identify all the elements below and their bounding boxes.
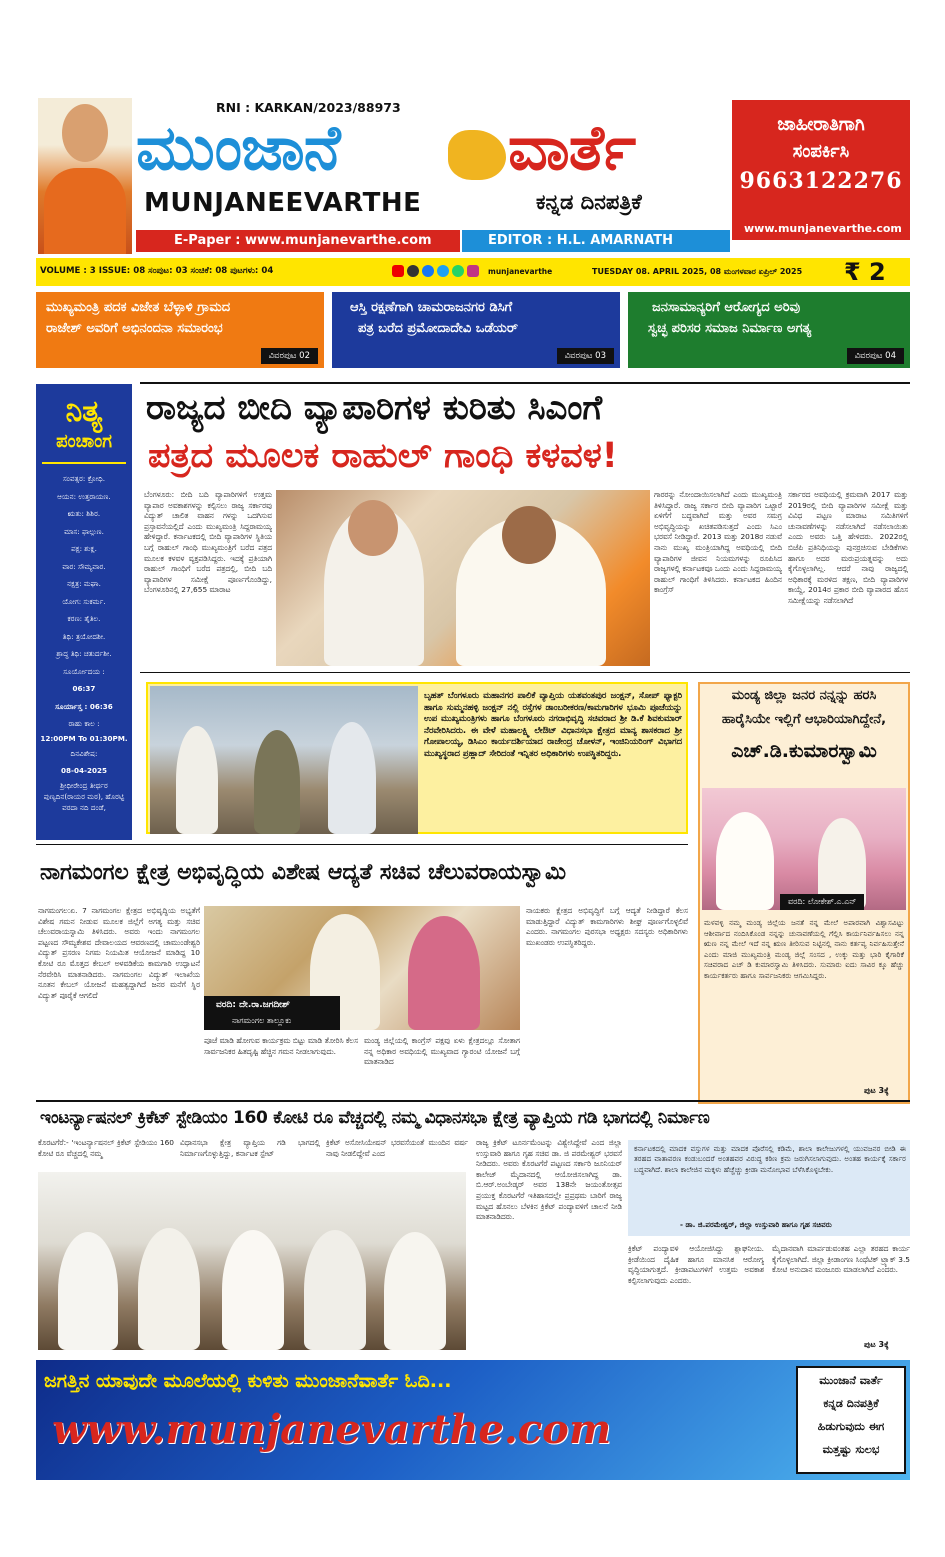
stadium-quote-by: - ಡಾ. ಜಿ.ಪರಮೇಶ್ವರ್, ಜಿಲ್ಲಾ ಉಸ್ತುವಾರಿ ಹಾಗೂ ಗೃಹ ಸಚಿವರು [680, 1220, 832, 1229]
banner-tagline: ಜಗತ್ತಿನ ಯಾವುದೇ ಮೂಲೆಯಲ್ಲಿ ಕುಳಿತು ಮುಂಜಾನೆವಾರ್ತೆ ಓದಿ... [44, 1370, 452, 1392]
teaser-3-page: ವಿವರಪುಟ 04 [847, 348, 904, 364]
nagamangala-col-1: ನಾಗಮಂಗಲ:ಏ. 7 ನಾಗಮಂಗಲ ಕ್ಷೇತ್ರದ ಅಭಿವೃದ್ಧಿಯ ಅಭ್ಯತೆಗೆ ವಿಶೇಷ ಗಮನ ನೀಡುವ ಮೂಲಕ ಜಿಲ್ಲೆಗೆ ಅಗತ್ಯ ಮತ್ತು ಸಚಿವ ಚೆಲುವರಾಯಸ್ವಾಮಿ ತಿಳಿಸಿದರು. ಅವರು ಇಂದು ನಾಗಮಂಗಲ ಪಟ್ಟಣದ ಸೌಮ್ಯಕೇಶವ ದೇವಾಲಯದ ಆವರಣದಲ್ಲಿ ಚಾಮುಂಡೇಶ್ವರಿ ವಿದ್ಯುತ್ ಪ್ರಸರಣ ನಿಗಮ ನಿಯಮಿತ ಆಯೋಜನೆ ಮಾಡಿದ್ದ 10 ಕೋಟಿ ರೂ ಮೊತ್ತದ ಕೇಬಲ್ ಅಳವಡಿಕೆಯ ಕಾಮಗಾರಿ ಉದ್ಘಾಟನೆ ನೆರವೇರಿಸಿ ಮಾತನಾಡಿದರು. ನಾಗಮಂಗಲ ವಿದ್ಯುತ್ ಇಲಾಖೆಯ ನೂತನ ಕೇಬಲ್ ಯೋಜನೆ ಮಹತ್ವದ್ದಾಗಿದೆ ಜನರ ಮನೆಗೆ ಸ್ಥಿರ ವಿದ್ಯುತ್ ಪೂರೈಕೆ ಆಗಲಿದೆ [38, 906, 200, 1000]
kumaraswamy-photo [702, 788, 906, 910]
info-bar [36, 258, 910, 286]
epaper-link[interactable]: E-Paper : www.munjanevarthe.com [174, 233, 432, 248]
teaser-2-page: ವಿವರಪುಟ 03 [557, 348, 614, 364]
stadium-quote: ಕರ್ನಾಟಕದಲ್ಲಿ ಮಾದಕ ವಸ್ತುಗಳ ಮತ್ತು ಮಾದಕ ಪೊರೆಸಲ್ಲಿ ಕಡಿಮೆ, ಶಾಲಾ ಕಾಲೇಜುಗಳಲ್ಲಿ ಯುವಜನರ ಬೀಡಿ ಈ ತರಹದ ವಾತಾವರಣ ಕಂಡುಬಂದರೆ ಅಂತಹವರ ವಿರುದ್ಧ ಕಠಿಣ ಕ್ರಮ ಜರುಗಿಸಲಾಗುವುದು. ಅಂತಹ ಕಾರ್ಯಕ್ಕೆ ಸರ್ಕಾರ ಬದ್ಧವಾಗಿದೆ. ಶಾಲಾ ಕಾಲೇಜಿನ ಮಕ್ಕಳು ಹೆಚ್ಚೆಚ್ಚು ಕ್ರೀಡಾ ಮನೋಭಾವ ಬೆಳೆಸಿಕೊಳ್ಳಬೇಕು. [634, 1144, 906, 1174]
panchanga-line: ಶ್ರಾದ್ಧ ತಿಥಿ: ಚತುರ್ದಶೀ. [56, 649, 112, 658]
stadium-headline: ಇಂಟರ್ನ್ಯಾಷನಲ್ ಕ್ರಿಕೆಟ್ ಸ್ಟೇಡಿಯಂ 160 ಕೋಟಿ ರೂ ವೆಚ್ಚದಲ್ಲಿ ನಮ್ಮ ವಿಧಾನಸಭಾ ಕ್ಷೇತ್ರ ವ್ಯಾಪ್ತಿಯ ಗಡಿ ಭಾಗದಲ್ಲಿ ನಿರ್ಮಾಣ [40, 1108, 710, 1128]
panchanga-line: ಯೋಗ: ಸುಕರ್ಮ. [62, 596, 106, 606]
karnataka-map-icon [448, 130, 506, 180]
kumaraswamy-headline-1: ಮಂಡ್ಯ ಜಿಲ್ಲಾ ಜನರ ನನ್ನನ್ನು ಹರಸಿ [731, 688, 877, 703]
photo-person [328, 722, 376, 834]
panchanga-date: 08-04-2025 [61, 766, 107, 775]
nagamangala-col-4: ನಾಯಕರು ಕ್ಷೇತ್ರದ ಅಭಿವೃದ್ಧಿಗೆ ಬಗ್ಗೆ ಆದ್ಯತೆ ನೀಡಿದ್ದಾರೆ ಕೆಲಸ ಮಾಡುತ್ತಿದ್ದಾರೆ ವಿದ್ಯುತ್ ಕಾಮಗಾರಿಗಳು ಶೀಘ್ರ ಪೂರ್ಣಗೊಳ್ಳಲಿವೆ ಎಂದರು. ನಾಗಮಂಗಲ ಪುರಸಭಾ ಅಧ್ಯಕ್ಷರು ಸದಸ್ಯರು ಅಧಿಕಾರಿಗಳು ಮುಖಂಡರು ಉಪಸ್ಥಿತರಿದ್ದರು. [526, 906, 688, 947]
logo-munjane: ಮುಂಜಾನೆ [136, 111, 340, 184]
ad-website[interactable]: www.munjanevarthe.com [744, 222, 902, 235]
banner-side-3: ಹಿಡುಗುವುದು ಈಗ [817, 1420, 885, 1433]
sunset-label: ಸೂರ್ಯಾಸ್ತ : 06:36 [55, 701, 113, 711]
ad-line2: ಸಂಪರ್ಕಿಸಿ [792, 141, 850, 162]
photo-person [138, 1228, 200, 1350]
whatsapp-icon[interactable] [452, 265, 464, 277]
nagamangala-col-2: ಪೂಜೆ ಮಾಡಿ ಹೋಗುವ ಕಾರ್ಯಕ್ರಮ ಬಿಟ್ಟು ಮಾಡಿ ತೋರಿಸಿ ಕೆಲಸ ಸಾರ್ವಜನಿಕರ ಹಿತದೃಷ್ಟಿ ಹೆಚ್ಚಿನ ಗಮನ ನೀಡಲಾಗುವುದು. [204, 1036, 358, 1056]
stadium-col-mid: ರಾಜ್ಯ ಕ್ರಿಕೆಟ್ ಟೂರ್ನಮೆಂಟನ್ನು ವಿಶ್ವೇಸಿದ್ದೇವೆ ಎಂದ ಜಿಲ್ಲಾ ಉಸ್ತುವಾರಿ ಹಾಗೂ ಗೃಹ ಸಚಿವ ಡಾ. ಜಿ ಪರಮೇಶ್ವರ್ ಭರವಸೆ ನೀಡಿದರು. ಅವರು ಕೊರಟಗೆರೆ ಪಟ್ಟಣದ ಸರ್ಕಾರಿ ಜೂನಿಯರ್ ಕಾಲೇಜ್ ಮೈದಾನದಲ್ಲಿ ಆಯೋಜಿಸಲಾಗಿದ್ದ ಡಾ. ಬಿ.ಆರ್.ಅಂಬೇಡ್ಕರ್ ಅವರ 138ನೇ ಜಯಂತೋತ್ಸವ ಪ್ರಯುಕ್ತ ಕೊರಟಗೆರೆ ಇತಿಹಾಸದಲ್ಲೇ ಪ್ರಪ್ರಥಮ ಬಾರಿಗೆ ರಾಜ್ಯ ಮಟ್ಟದ ಹೊನಲು ಬೆಳಕಿನ ಕ್ರಿಕೆಟ್ ಪಂದ್ಯಾವಳಿಗೆ ಚಾಲನೆ ನೀಡಿ ಮಾತನಾಡಿದರು. [476, 1138, 622, 1222]
panchanga-line: ಮಾಸ: ಫಾಲ್ಗುಣ. [64, 526, 104, 536]
teaser-2-line1: ಆಸ್ತಿ ರಕ್ಷಣೆಗಾಗಿ ಚಾಮರಾಜನಗರ ಡಿಸಿಗೆ [350, 300, 513, 315]
story2-text: ಬೃಹತ್ ಬೆಂಗಳೂರು ಮಹಾನಗರ ಪಾಲಿಕೆ ವ್ಯಾಪ್ತಿಯ ಯಶವಂತಪುರ ಜಂಕ್ಷನ್, ಸೋಪ್ ಫ್ಯಾಕ್ಟರಿ ಹಾಗೂ ಸುಮ್ಮನಹಳ್ಳಿ ಜಂಕ್ಷನ್ ನಲ್ಲಿ ರಸ್ತೆಗಳ ಡಾಂಬರೀಕರಣ/ಕಾಮಗಾರಿಗಳ ಭೂಮಿ ಪೂಜೆಯನ್ನು ಉಪ ಮುಖ್ಯಮಂತ್ರಿಗಳು ಹಾಗೂ ಬೆಂಗಳೂರು ನಗರಾಭಿವೃದ್ಧಿ ಸಚಿವರಾದ ಶ್ರೀ ಡಿ.ಕೆ ಶಿವಕುಮಾರ್ ನೆರವೇರಿಸಿದರು. ಈ ವೇಳೆ ಮಹಾಲಕ್ಷ್ಮಿ ಲೇಔಟ್ ವಿಧಾನಸಭಾ ಕ್ಷೇತ್ರದ ಮಾನ್ಯ ಶಾಸಕರಾದ ಶ್ರೀ ಗೋಪಾಲಯ್ಯ, ಡಿಸಿಎಂ ಕಾರ್ಯದರ್ಶಿಯಾದ ರಾಜೇಂದ್ರ ಚೋಳನ್, ಇಂಜಿನಿಯರಿಂಗ್ ವಿಭಾಗದ ಮುಖ್ಯಸ್ಥರಾದ ಪ್ರಹ್ಲಾದ್ ಸೇರಿದಂತೆ ಇನ್ನಿತರ ಅಧಿಕಾರಿಗಳು ಉಪಸ್ಥಿತರಿದ್ದರು. [424, 690, 682, 758]
lead-photo [276, 490, 650, 666]
stadium-top-rule [36, 1100, 910, 1102]
teaser-3-line1: ಜನಸಾಮಾನ್ಯರಿಗೆ ಆರೋಗ್ಯದ ಅರಿವು [652, 300, 801, 315]
lead-headline-2: ಪತ್ರದ ಮೂಲಕ ರಾಹುಲ್ ಗಾಂಧಿ ಕಳವಳ! [148, 436, 618, 476]
sunrise-label: ಸೂರ್ಯೋದಯ : [63, 666, 105, 676]
kannada-tagline: ಕನ್ನಡ ದಿನಪತ್ರಿಕೆ [536, 190, 642, 214]
ad-phone[interactable]: 9663122276 [739, 168, 903, 194]
nagamangala-headline: ನಾಗಮಂಗಲ ಕ್ಷೇತ್ರ ಅಭಿವೃದ್ಧಿಯ ವಿಶೇಷ ಆದ್ಯತೆ ಸಚಿವ ಚೆಲುವರಾಯಸ್ವಾಮಿ [40, 860, 567, 885]
panchanga-line: ಕರಣ: ತೈತಿಲ. [67, 614, 101, 623]
panchanga-line: ಆಯನ: ಉತ್ತರಾಯಣ. [57, 491, 111, 501]
stadium-byline: ಪುಟ 3ಕ್ಕೆ [864, 1340, 889, 1349]
founder-portrait [38, 98, 132, 254]
photo-person [58, 1232, 118, 1350]
photo-person [254, 730, 300, 834]
date-label: ದಿನವಿಶೇಷ: [70, 748, 98, 758]
kumaraswamy-byline: ಪುಟ 3ಕ್ಕೆ [864, 1086, 889, 1095]
nagamangala-caption-2: ನಾಗಮಂಗಲ ತಾಲ್ಲೂಕು [232, 1016, 292, 1025]
sunrise-time: 06:37 [72, 684, 96, 693]
english-name: MUNJANEEVARTHE [144, 188, 422, 218]
photo-person [176, 726, 218, 834]
instagram-icon[interactable] [467, 265, 479, 277]
nagamangala-top-rule [36, 844, 688, 845]
price: ₹ 2 [844, 258, 886, 286]
promo-banner[interactable] [36, 1360, 910, 1480]
teaser-1[interactable] [36, 292, 324, 368]
panchanga-line: ತಿಥಿ: ತ್ರಯೋದಶೀ. [62, 631, 106, 641]
banner-side-1: ಮುಂಜಾನೆ ವಾರ್ತೆ [819, 1374, 883, 1387]
editor-name: EDITOR : H.L. AMARNATH [488, 233, 674, 248]
photo-person-rahul-head [348, 500, 398, 556]
portrait-head [62, 104, 108, 162]
panchanga-line: ಸಂವತ್ಸರ: ಕ್ರೋಧಿ. [62, 474, 106, 483]
panchanga-note: ಶ್ರೀಧೀರೇಂದ್ರ ತೀರ್ಥರ ಪುಣ್ಯದಿನ(ರಾಯರ ಮಠ), ಹೊರಟ್ಟಿ ವರದಾ ನದಿ ದಂಡೆ, [43, 780, 125, 812]
youtube-icon[interactable] [392, 265, 404, 277]
ad-line1: ಜಾಹೀರಾತಿಗಾಗಿ [777, 114, 865, 135]
panchanga-line: ಪಕ್ಷ: ಶುಕ್ಲ. [71, 544, 97, 553]
lead-headline-1: ರಾಜ್ಯದ ಬೀದಿ ವ್ಯಾಪಾರಿಗಳ ಕುರಿತು ಸಿಎಂಗೆ [146, 388, 603, 428]
kumaraswamy-caption: ವರದಿ: ಲೋಕೇಶ್.ಎ.ಎನ್ [780, 894, 864, 910]
stadium-col-right-1: ಕ್ರಿಕೆಟ್ ಪಂದ್ಯಾವಳಿ ಆಯೋಜಿಸಿದ್ದು ಶ್ಲಾಘನೀಯ. ಕ್ರೀಡೆಯಿಂದ ದೈಹಿಕ ಹಾಗೂ ಮಾನಸಿಕ ಆರೋಗ್ಯ ವೃದ್ಧಿಯಾಗುತ್ತದೆ. ಕ್ರೀಡಾಪಟುಗಳಿಗೆ ಉತ್ತಮ ಅವಕಾಶ ಕಲ್ಪಿಸಲಾಗುವುದು ಎಂದರು. [628, 1244, 764, 1285]
photo-person [384, 1232, 446, 1350]
web-icon[interactable] [407, 265, 419, 277]
banner-side-4: ಮತ್ತಷ್ಟು ಸುಲಭ [822, 1443, 880, 1456]
lead-col-2: ಗಾರರನ್ನು ನೋಂದಾಯಿಸಲಾಗಿದೆ ಎಂದು ಮುಖ್ಯಮಂತ್ರಿ ತಿಳಿಸಿದ್ದಾರೆ. ರಾಜ್ಯ ಸರ್ಕಾರ ಬೀದಿ ವ್ಯಾಪಾರಿಗ ಒಟ್ಟಾರೆ ಏಳಿಗೆಗೆ ಬದ್ಧವಾಗಿದೆ ಮತ್ತು ಅವರ ಸಮಗ್ರ ಅಭಿವೃದ್ಧಿಯನ್ನು ಖಚಿತಪಡಿಸುತ್ತದೆ ಎಂದು ಸಿಎಂ ಭರವಸೆ ನೀಡಿದ್ದಾರೆ. 2013 ಮತ್ತು 2018ರ ನಡುವೆ ನಾನು ಮುಖ್ಯ ಮಂತ್ರಿಯಾಗಿದ್ದ ಅವಧಿಯಲ್ಲಿ ಬೀದಿ ವ್ಯಾಪಾರಿಗಳ ಜೀವನ ನಿಯಮಗಳನ್ನು ರೂಪಿಸಿದ ರಾಜ್ಯಗಳಲ್ಲಿ ಕರ್ನಾಟಕವೂ ಒಂದು ಎಂದು ಸಿದ್ದರಾಮಯ್ಯ ರಾಹುಲ್ ಗಾಂಧಿಗೆ ತಿಳಿಸಿದರು. ಕರ್ನಾಟಕದ ಹಿಂದಿನ ಕಾಂಗ್ರೆಸ್ [654, 490, 782, 595]
lead-col-1: ಬೆಂಗಳೂರು: ಬೀದಿ ಬದಿ ವ್ಯಾಪಾರಿಗಳಿಗೆ ಉತ್ತಮ ವ್ಯಾಪಾರ ಅವಕಾಶಗಳನ್ನು ಕಲ್ಪಿಸಲು ರಾಜ್ಯ ಸರ್ಕಾರವು ವಿದ್ಯುತ್ ಚಾಲಿತ ವಾಹನ ಗಳನ್ನು ಒದಗಿಸುವ ಪ್ರಸ್ತಾವನೆಯಲ್ಲಿದೆ ಎಂದು ಮುಖ್ಯಮಂತ್ರಿ ಸಿದ್ದರಾಮಯ್ಯ ಹೇಳಿದ್ದಾರೆ. ಕರ್ನಾಟಕದಲ್ಲಿ ಬೀದಿ ವ್ಯಾಪಾರಿಗಳ ಸ್ಥಿತಿಯ ಬಗ್ಗೆ ರಾಹುಲ್ ಗಾಂಧಿ ಮುಖ್ಯಮಂತ್ರಿಗೆ ಬರೆದ ಪತ್ರದ ಮೂಲಕ ಕಳವಳ ವ್ಯಕ್ತಪಡಿಸಿದ್ದರು. ಇದಕ್ಕೆ ಪ್ರತಿಯಾಗಿ ರಾಹುಲ್ ಗಾಂಧಿಗೆ ಬರೆದ ಪತ್ರದಲ್ಲಿ, ಬೀದಿ ಬದಿ ವ್ಯಾಪಾರಿಗಳ ಸಮೀಕ್ಷೆ ಪೂರ್ಣಗೊಂಡಿದ್ದು, ಬೆಂಗಳೂರಿನಲ್ಲಿ 27,655 ಮಾರಾಟ [144, 490, 272, 595]
stadium-photo [38, 1172, 466, 1350]
nagamangala-col-3: ಮಂಡ್ಯ ಜಿಲ್ಲೆಯಲ್ಲಿ ಕಾಂಗ್ರೆಸ್ ಪಕ್ಷವು ಏಳು ಕ್ಷೇತ್ರದಲ್ಲೂ ಸೋತಾಗ ನನ್ನ ಅಧಿಕಾರ ಅವಧಿಯಲ್ಲಿ ಮುಖ್ಯವಾದ ಗ್ಯಾರಂಟಿ ಯೋಜನೆ ಬಗ್ಗೆ ಮಾತನಾಡಿದ [364, 1036, 520, 1067]
social-handle: munjanevarthe [488, 267, 553, 276]
teaser-2-line2: ಪತ್ರ ಬರೆದ ಪ್ರಮೋದಾದೇವಿ ಒಡೆಯರ್ [358, 321, 518, 336]
rni-number: RNI : KARKAN/2023/88973 [216, 100, 401, 115]
photo-person [408, 916, 480, 1030]
story2-photo [150, 686, 418, 834]
rahu-label: ರಾಹು ಕಾಲ : [68, 719, 100, 728]
issue-date: TUESDAY 08. APRIL 2025, 08 ಮಂಗಳವಾರ ಏಪ್ರಿಲ್ 2025 [592, 267, 803, 276]
banner-url[interactable]: www.munjanevarthe.com [52, 1406, 612, 1453]
ad-contact-box [732, 100, 910, 240]
banner-side-2: ಕನ್ನಡ ದಿನಪತ್ರಿಕೆ [823, 1397, 879, 1410]
panchanga-title2: ಪಂಚಾಂಗ [56, 431, 112, 452]
stadium-intro-3: ಕ್ರಿಕೆಟ್ ಅಸೋಸಿಯೇಷನ್ ಭರವಸೆಯಂತೆ ಮುಂದಿನ ವರ್ಷ ನಾವು ನೀಡಲಿದ್ದೇವೆ ಎಂದ [326, 1138, 468, 1158]
banner-side-box [796, 1366, 906, 1474]
panchanga-divider [42, 462, 126, 464]
panchanga-line: ವಾರ: ಸೌಮ್ಯವಾರ. [62, 561, 106, 571]
facebook-icon[interactable] [422, 265, 434, 277]
stadium-intro-2: ವಿಧಾನಸಭಾ ಕ್ಷೇತ್ರ ವ್ಯಾಪ್ತಿಯ ಗಡಿ ಭಾಗದಲ್ಲಿ ನಿರ್ಮಾಣಗೊಳ್ಳುತ್ತಿದ್ದು, ಕರ್ನಾಟಕ ಸ್ಟೇಟ್ [180, 1138, 320, 1158]
lead-top-rule [140, 382, 910, 384]
photo-person [304, 1230, 366, 1350]
panchanga-list [36, 470, 132, 813]
stadium-intro-1: ಕೊರಟಗೆರೆ:- 'ಇಂಟರ್ನ್ಯಾಷನಲ್ ಕ್ರಿಕೆಟ್ ಸ್ಟೇಡಿಯಂ 160 ಕೋಟಿ ರೂ ವೆಚ್ಚದಲ್ಲಿ ನಮ್ಮ [38, 1138, 174, 1158]
photo-person [716, 812, 774, 910]
volume-issue: VOLUME : 3 ISSUE: 08 ಸಂಪುಟ: 03 ಸಂಚಿಕೆ: 08 ಪುಟಗಳು: 04 [40, 266, 274, 276]
social-icons [392, 265, 479, 277]
kumaraswamy-body: ಮಳವಳ್ಳಿ ನಮ್ಮ ಮಂಡ್ಯ ಜಿಲ್ಲೆಯ ಜನತೆ ನನ್ನ ಮೇಲೆ ಅಪಾರವಾಗಿ ವಿಶ್ವಾಸವಿಟ್ಟು ಆಶೀರ್ವಾದ ನಂದಿಸಿಕೊಂಡ ನನ್ನನ್ನು ಚುನಾವಣೆಯಲ್ಲಿ ಗೆಲ್ಲಿಸಿ ಕಾರ್ಯನಿರ್ವಹಿಸಲು ನನ್ನ ಋಣ ನನ್ನ ಮೇಲೆ ಇದೆ ನನ್ನ ಋಣ ತೀರಿಸುವ ನಿಟ್ಟಿನಲ್ಲಿ ನಾನು ಕರ್ತವ್ಯ ನಿರ್ವಹಿಸುತ್ತೇನೆ ಎಂದು ಮಾಜಿ ಮುಖ್ಯಮಂತ್ರಿ ಮಂಡ್ಯ ಜಿಲ್ಲೆ ಸಂಸದ , ಉಕ್ಕು ಮತ್ತು ಭಾರಿ ಕೈಗಾರಿಕೆ ಸಚಿವರಾದ ಎಚ್ ಡಿ ಕುಮಾರಸ್ವಾಮಿ ತಿಳಿಸಿದರು. ಸುಮಾರು ಐದು ಸಾವಿರ ಕ್ಕೂ ಹೆಚ್ಚು ಕಾರ್ಯಕರ್ತರು ಹಾಗೂ ಸಾರ್ವಜನಿಕರು ಆಗಮಿಸಿದ್ದರು. [704, 918, 904, 980]
teaser-3[interactable] [628, 292, 910, 368]
panchanga-box [36, 384, 132, 840]
teaser-2[interactable] [332, 292, 620, 368]
photo-person [222, 1230, 284, 1350]
photo-person-cm-head [502, 506, 556, 564]
twitter-icon[interactable] [437, 265, 449, 277]
teaser-1-page: ವಿವರಪುಟ 02 [261, 348, 318, 364]
portrait-robe [44, 168, 126, 254]
teaser-1-line1: ಮುಖ್ಯಮಂತ್ರಿ ಪದಕ ವಿಜೇತ ಬೆಳ್ಳಾಳಿ ಗ್ರಾಮದ [46, 300, 231, 315]
logo-varthe: ವಾರ್ತೆ [508, 111, 636, 184]
stadium-col-right-2: ಮೈದಾನವಾಗಿ ಮಾರ್ಪಡುವಂತಹ ಎಲ್ಲಾ ತರಹದ ಕಾರ್ಯ ಕೈಗೊಳ್ಳಲಾಗಿದೆ. ಜಿಲ್ಲಾ ಕ್ರೀಡಾಂಗಣ ಸಿಂಥೆಟಿಕ್ ಟ್ರ್ಯಾಕ್ 3.5 ಕೋಟಿ ಅನುದಾನ ಮಂಜೂರು ಮಾಡಲಾಗಿದೆ ಎಂದರು. [772, 1244, 910, 1275]
teaser-3-line2: ಸ್ವಚ್ಛ ಪರಿಸರ ಸಮಾಜ ನಿರ್ಮಾಣ ಅಗತ್ಯ [648, 321, 812, 336]
kumaraswamy-headline-2: ಹಾರೈಸಿಯೇ ಇಲ್ಲಿಗೆ ಆಭಾರಿಯಾಗಿದ್ದೇನೆ, [721, 712, 887, 727]
panchanga-title1: ನಿತ್ಯ [65, 394, 103, 429]
nagamangala-caption-1: ವರದಿ: ದೇ.ರಾ.ಜಗದೀಶ್ [216, 1000, 290, 1010]
lead-bottom-rule [140, 672, 910, 673]
lead-col-3: ಸರ್ಕಾರದ ಅವಧಿಯಲ್ಲಿ ಕ್ರಮವಾಗಿ 2017 ಮತ್ತು 2019ರಲ್ಲಿ ಬೀದಿ ವ್ಯಾಪಾರಿಗಳ ಸಮೀಕ್ಷೆ ಮತ್ತು ವಿವಿಧ ಪಟ್ಟಣ ಮಾರಾಟ ಸಮಿತಿಗಳಿಗೆ ಚುನಾವಣೆಗಳನ್ನು ನಡೆಸಲಾಗಿದೆ ನಡೆಸಲಾಯಿತು ಎಂದು ಅವರು ಒತ್ತಿ ಹೇಳಿದರು. 2022ರಲ್ಲಿ ಬಿಜೆಪಿ ಪ್ರತಿನಿಧಿಯನ್ನು ಪುನರ್ರಚಿಸುವ ಬೇಡಿಕೆಗಳು ಹಾಗೂ ಅದರ ಮರುಪ್ರಯತ್ನವನ್ನು ಅದು ಕೈಗೊಳ್ಳಲಾಗಿಲ್ಲ. ಆದರೆ ನಾವು ರಾಜ್ಯದಲ್ಲಿ ಅಧಿಕಾರಕ್ಕೆ ಮರಳಿದ ತಕ್ಷಣ, ಬೀದಿ ವ್ಯಾಪಾರಿಗಳ ಕಾಯ್ದೆ, 2014ರ ಪ್ರಕಾರ ಬೀದಿ ವ್ಯಾಪಾರದ ಹೊಸ ಸಮೀಕ್ಷೆಯನ್ನು ನಡೆಸಲಾಗಿದೆ [788, 490, 908, 605]
panchanga-line: ನಕ್ಷತ್ರ: ಮಘಾ. [67, 579, 101, 588]
teaser-1-line2: ರಾಜೇಶ್ ಅವರಿಗೆ ಅಭಿನಂದನಾ ಸಮಾರಂಭ [46, 321, 223, 336]
panchanga-line: ಋತು: ಶಿಶಿರ. [67, 509, 101, 518]
rahu-time: 12:00PM To 01:30PM. [40, 733, 128, 743]
kumaraswamy-headline-3: ಎಚ್.ಡಿ.ಕುಮಾರಸ್ವಾಮಿ [731, 740, 877, 762]
